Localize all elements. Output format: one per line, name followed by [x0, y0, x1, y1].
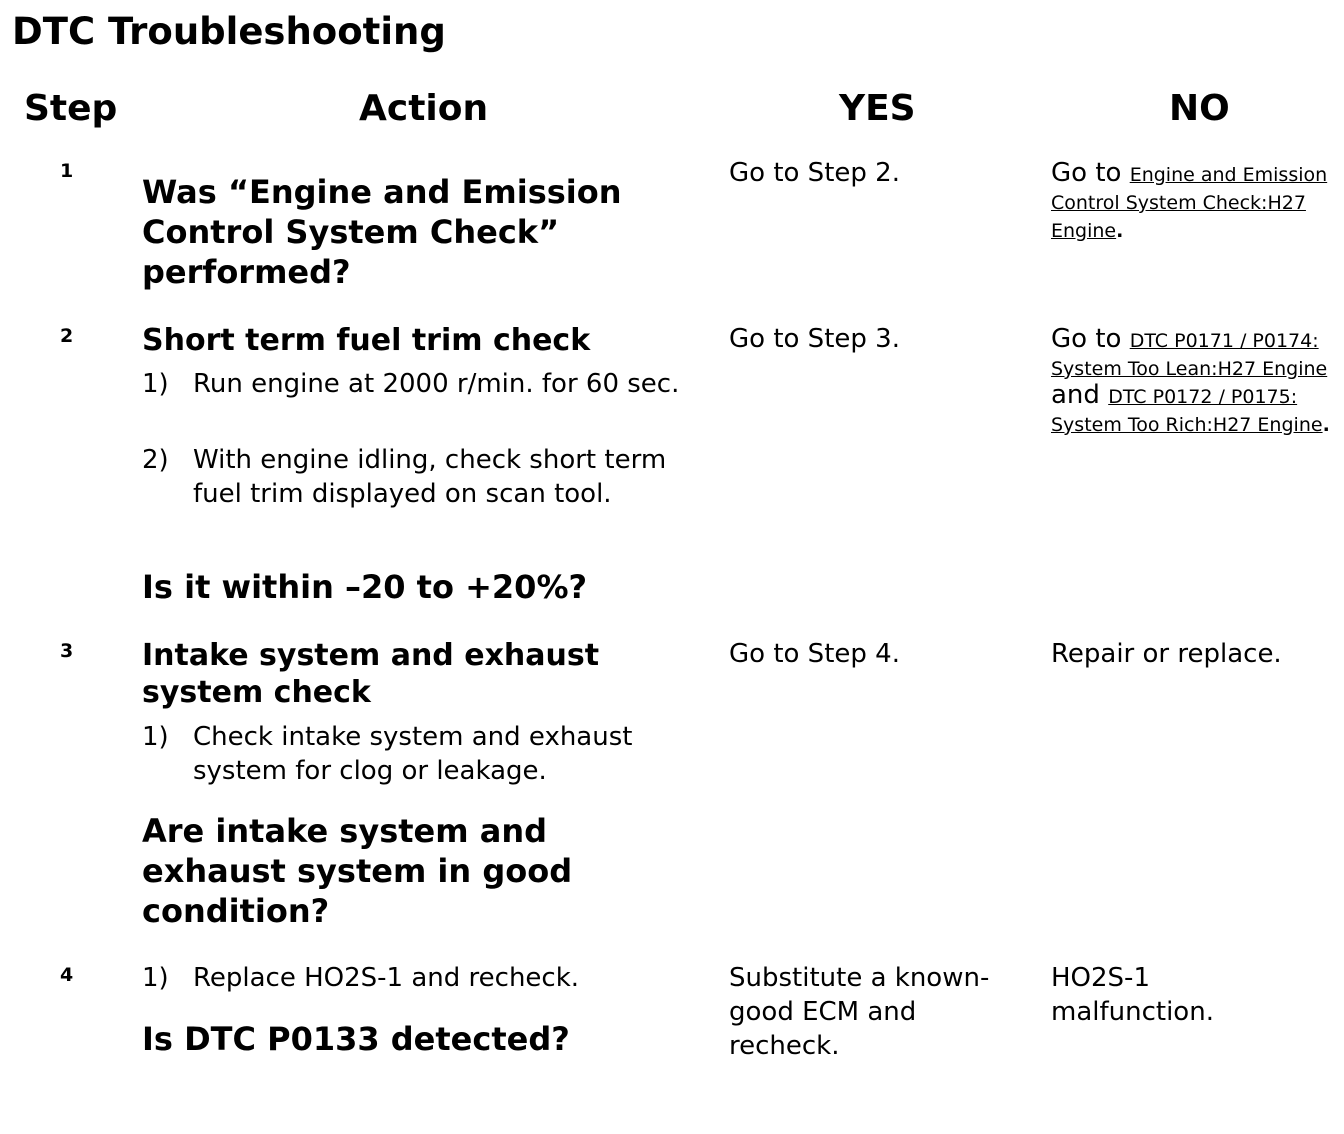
step-3-item-1	[142, 720, 702, 788]
item-text: With engine idling, check short term fuel trim displayed on scan tool.	[193, 445, 667, 509]
step-2-item-2	[142, 443, 702, 511]
step-1-question-line: performed?	[142, 253, 351, 291]
link-engine-emission-check[interactable]: Engine and Emission Control System Check:H27 Engine	[1051, 164, 1328, 242]
step-2-subtitle: Short term fuel trim check	[142, 323, 591, 358]
step-4-no: HO2S-1 malfunction.	[1051, 963, 1214, 1027]
step-4-question: Is DTC P0133 detected?	[142, 1020, 570, 1058]
step-1-question-line: Control System Check”	[142, 213, 560, 251]
header-yes: YES	[839, 88, 916, 129]
link-dtc-p0171-p0174[interactable]: DTC P0171 / P0174: System Too Lean:H27 Engine	[1051, 330, 1328, 380]
step-3-yes: Go to Step 4.	[729, 639, 900, 669]
step-1-no-prefix: Go to	[1051, 158, 1122, 188]
step-1-yes: Go to Step 2.	[729, 158, 900, 188]
header-no: NO	[1169, 88, 1230, 129]
step-number-1: 1	[60, 160, 74, 182]
step-1-question	[142, 172, 722, 292]
step-number-2: 2	[60, 325, 74, 347]
step-3-no: Repair or replace.	[1051, 639, 1282, 669]
step-4-yes: Substitute a known-good ECM and recheck.	[729, 963, 990, 1061]
item-number: 1)	[142, 369, 169, 399]
step-2-no-and: and	[1051, 380, 1100, 410]
step-2-yes: Go to Step 3.	[729, 324, 900, 354]
step-3-question: Are intake system and exhaust system in good condition?	[142, 812, 573, 930]
item-number: 1)	[142, 963, 169, 993]
link-dtc-p0172-p0175[interactable]: DTC P0172 / P0175: System Too Rich:H27 Engine	[1051, 386, 1323, 436]
item-text: Check intake system and exhaust system for clog or leakage.	[193, 722, 633, 786]
item-text: Replace HO2S-1 and recheck.	[193, 963, 580, 993]
step-2-no	[1051, 326, 1341, 438]
page-title: DTC Troubleshooting	[12, 10, 446, 53]
item-number: 2)	[142, 445, 169, 475]
step-2-item-1	[142, 367, 702, 401]
step-4-item-1	[142, 961, 702, 995]
step-3-subtitle: Intake system and exhaust system check	[142, 638, 600, 710]
step-1-no	[1051, 160, 1341, 244]
step-2-question: Is it within –20 to +20%?	[142, 568, 588, 606]
step-2-no-suffix: .	[1322, 414, 1330, 436]
item-text: Run engine at 2000 r/min. for 60 sec.	[193, 369, 680, 399]
item-number: 1)	[142, 722, 169, 752]
step-number-4: 4	[60, 964, 74, 986]
header-action: Action	[359, 88, 489, 129]
step-1-question-line: Was “Engine and Emission	[142, 173, 622, 211]
step-1-no-suffix: .	[1116, 220, 1124, 242]
step-2-no-prefix: Go to	[1051, 324, 1122, 354]
step-number-3: 3	[60, 640, 74, 662]
header-step: Step	[24, 88, 118, 129]
